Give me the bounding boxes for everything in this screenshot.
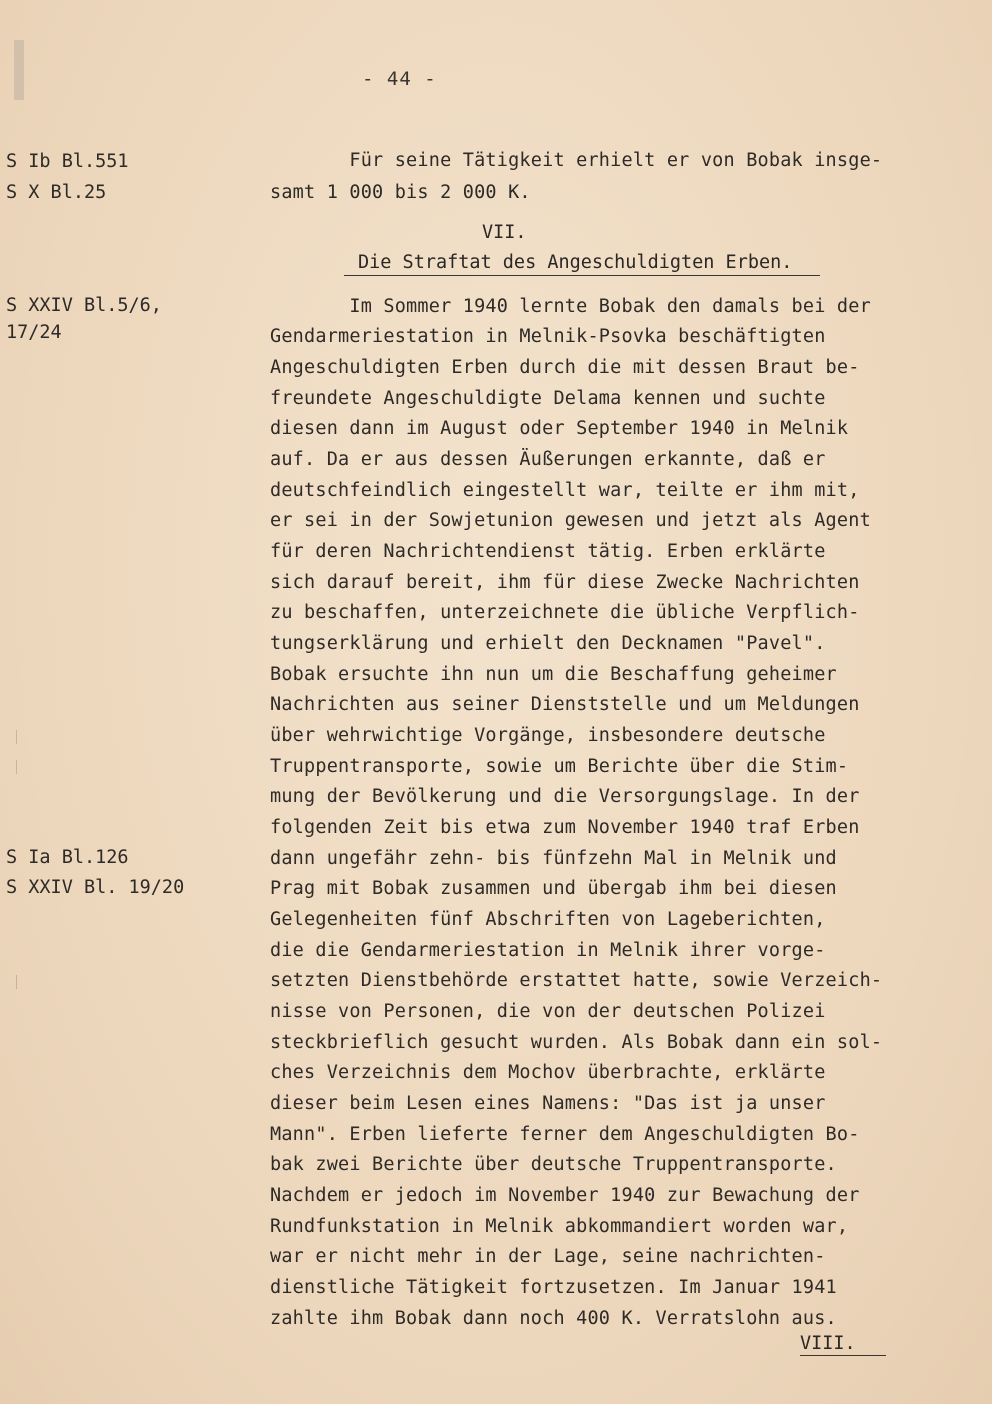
margin-reference: S XXIV Bl. 19/20 [6, 877, 185, 898]
text-line: Truppentransporte, sowie um Berichte über die Stim- [270, 756, 849, 777]
text-line: er sei in der Sowjetunion gewesen und jetzt als Agent [270, 510, 871, 531]
text-line: sich darauf bereit, ihm für diese Zwecke Nachrichten [270, 572, 860, 593]
page-number: - 44 - [362, 68, 437, 90]
text-line: die die Gendarmeriestation in Melnik ihrer vorge- [270, 940, 826, 961]
text-line: bak zwei Berichte über deutsche Truppentransporte. [270, 1154, 837, 1175]
text-line: setzten Dienstbehörde erstattet hatte, sowie Verzeich- [270, 970, 883, 991]
margin-reference: S Ib Bl.551 [6, 151, 129, 172]
text-line: Gelegenheiten fünf Abschriften von Lageberichten, [270, 909, 826, 930]
text-line: Bobak ersuchte ihn nun um die Beschaffung geheimer [270, 664, 837, 685]
text-line: nisse von Personen, die von der deutschen Polizei [270, 1001, 826, 1022]
text-line: ches Verzeichnis dem Mochov überbrachte, erklärte [270, 1062, 826, 1083]
text-line: deutschfeindlich eingestellt war, teilte er ihm mit, [270, 480, 860, 501]
text-line: Angeschuldigten Erben durch die mit dessen Braut be- [270, 357, 860, 378]
text-line: freundete Angeschuldigte Delama kennen und suchte [270, 388, 826, 409]
text-line: auf. Da er aus dessen Äußerungen erkannte, daß er [270, 449, 826, 470]
text-line: über wehrwichtige Vorgänge, insbesondere deutsche [270, 725, 826, 746]
text-line: Nachdem er jedoch im November 1940 zur Bewachung der [270, 1185, 860, 1206]
text-line: dienstliche Tätigkeit fortzusetzen. Im Januar 1941 [270, 1277, 837, 1298]
text-line: Für seine Tätigkeit erhielt er von Bobak insge- [270, 150, 883, 171]
punch-mark [16, 760, 23, 774]
text-line: für deren Nachrichtendienst tätig. Erben erklärte [270, 541, 826, 562]
text-line: tungserklärung und erhielt den Decknamen "Pavel". [270, 633, 826, 654]
text-line: samt 1 000 bis 2 000 K. [270, 182, 531, 203]
text-line: Rundfunkstation in Melnik abkommandiert worden war, [270, 1216, 849, 1237]
text-line: folgenden Zeit bis etwa zum November 1940 traf Erben [270, 817, 860, 838]
text-line: mung der Bevölkerung und die Versorgungslage. In der [270, 786, 860, 807]
margin-reference: S X Bl.25 [6, 182, 107, 203]
section-number: VII. [482, 222, 527, 243]
punch-mark [16, 730, 23, 744]
text-line: zu beschaffen, unterzeichnete die übliche Verpflich- [270, 602, 860, 623]
punch-mark [16, 975, 23, 989]
text-line: steckbrieflich gesucht wurden. Als Bobak dann ein sol- [270, 1032, 883, 1053]
section-title: Die Straftat des Angeschuldigten Erben. [344, 252, 820, 276]
text-line: dann ungefähr zehn- bis fünfzehn Mal in Melnik und [270, 848, 837, 869]
next-section-number: VIII. [800, 1333, 886, 1356]
text-line: Im Sommer 1940 lernte Bobak den damals bei der [270, 296, 871, 317]
text-line: zahlte ihm Bobak dann noch 400 K. Verratslohn aus. [270, 1308, 837, 1329]
text-line: diesen dann im August oder September 1940 in Melnik [270, 418, 849, 439]
text-line: war er nicht mehr in der Lage, seine nachrichten- [270, 1246, 826, 1267]
text-line: dieser beim Lesen eines Namens: "Das ist ja unser [270, 1093, 826, 1114]
margin-reference: S Ia Bl.126 [6, 847, 129, 868]
text-line: Mann". Erben lieferte ferner dem Angeschuldigten Bo- [270, 1124, 860, 1145]
text-line: Gendarmeriestation in Melnik-Psovka beschäftigten [270, 326, 826, 347]
margin-reference: S XXIV Bl.5/6, 17/24 [6, 295, 162, 343]
text-line: Prag mit Bobak zusammen und übergab ihm bei diesen [270, 878, 837, 899]
text-line: Nachrichten aus seiner Dienststelle und um Meldungen [270, 694, 860, 715]
edge-scratch [14, 40, 24, 100]
